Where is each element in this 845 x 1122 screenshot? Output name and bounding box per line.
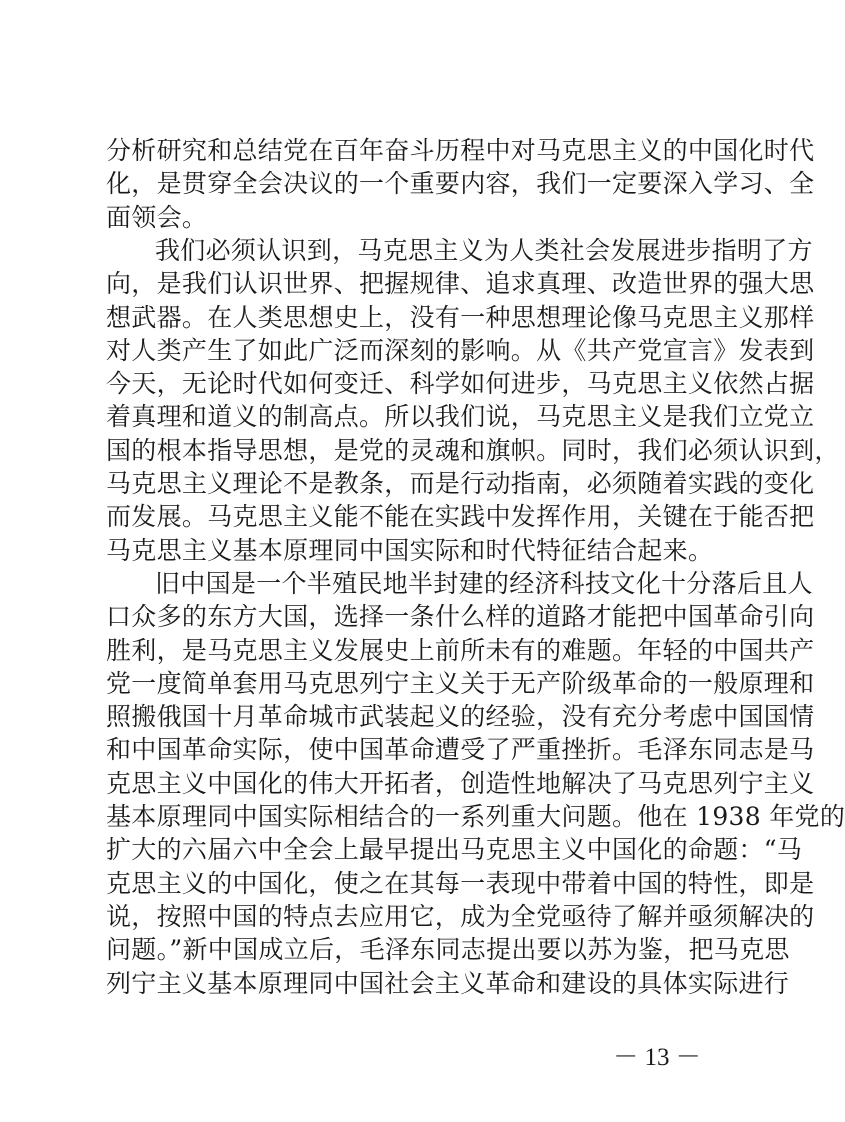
text-line: 国的根本指导思想，是党的灵魂和旗帜。同时，我们必须认识到，: [106, 435, 840, 465]
text-line: 问题。”新中国成立后，毛泽东同志提出要以苏为鉴，把马克思: [106, 935, 790, 965]
text-line: 说，按照中国的特点去应用它，成为全党亟待了解并亟须解决的: [106, 901, 815, 931]
text-line: 列宁主义基本原理同中国社会主义革命和建设的具体实际进行: [106, 968, 790, 998]
text-line: 对人类产生了如此广泛而深刻的影响。从《共产党宣言》发表到: [106, 335, 815, 365]
text-line: 党一度简单套用马克思列宁主义关于无产阶级革命的一般原理和: [106, 668, 815, 698]
text-line: 着真理和道义的制高点。所以我们说，马克思主义是我们立党立: [106, 402, 815, 432]
text-line: 马克思主义理论不是教条，而是行动指南，必须随着实践的变化: [106, 469, 815, 498]
text-line: 今天，无论时代如何变迁、科学如何进步，马克思主义依然占据: [106, 369, 815, 399]
text-line: 我们必须认识到，马克思主义为人类社会发展进步指明了方: [155, 235, 813, 265]
text-line: 想武器。在人类思想史上，没有一种思想理论像马克思主义那样: [106, 302, 815, 332]
text-line: 和中国革命实际，使中国革命遭受了严重挫折。毛泽东同志是马: [106, 735, 815, 765]
text-line: 克思主义中国化的伟大开拓者，创造性地解决了马克思列宁主义: [106, 768, 815, 798]
text-line: 而发展。马克思主义能不能在实践中发挥作用，关键在于能否把: [106, 502, 815, 532]
text-line: 旧中国是一个半殖民地半封建的经济科技文化十分落后且人: [155, 568, 813, 598]
page-number: － 13 －: [613, 1044, 701, 1071]
text-line: 分析研究和总结党在百年奋斗历程中对马克思主义的中国化时代: [106, 136, 815, 165]
text-line: 扩大的六届六中全会上最早提出马克思主义中国化的命题：“马: [106, 835, 803, 865]
text-line: 口众多的东方大国，选择一条什么样的道路才能把中国革命引向: [106, 602, 815, 632]
text-line: 化，是贯穿全会决议的一个重要内容，我们一定要深入学习、全: [106, 169, 815, 199]
text-line: 照搬俄国十月革命城市武装起义的经验，没有充分考虑中国国情: [106, 702, 815, 732]
text-line: 克思主义的中国化，使之在其每一表现中带着中国的特性，即是: [106, 868, 815, 898]
text-line: 胜利，是马克思主义发展史上前所未有的难题。年轻的中国共产: [106, 635, 815, 665]
text-line: 向，是我们认识世界、把握规律、追求真理、改造世界的强大思: [106, 269, 815, 299]
text-line: 基本原理同中国实际相结合的一系列重大问题。他在 1938 年党的: [106, 802, 845, 831]
text-line: 面领会。: [106, 202, 208, 232]
text-line: 马克思主义基本原理同中国实际和时代特征结合起来。: [106, 535, 714, 565]
